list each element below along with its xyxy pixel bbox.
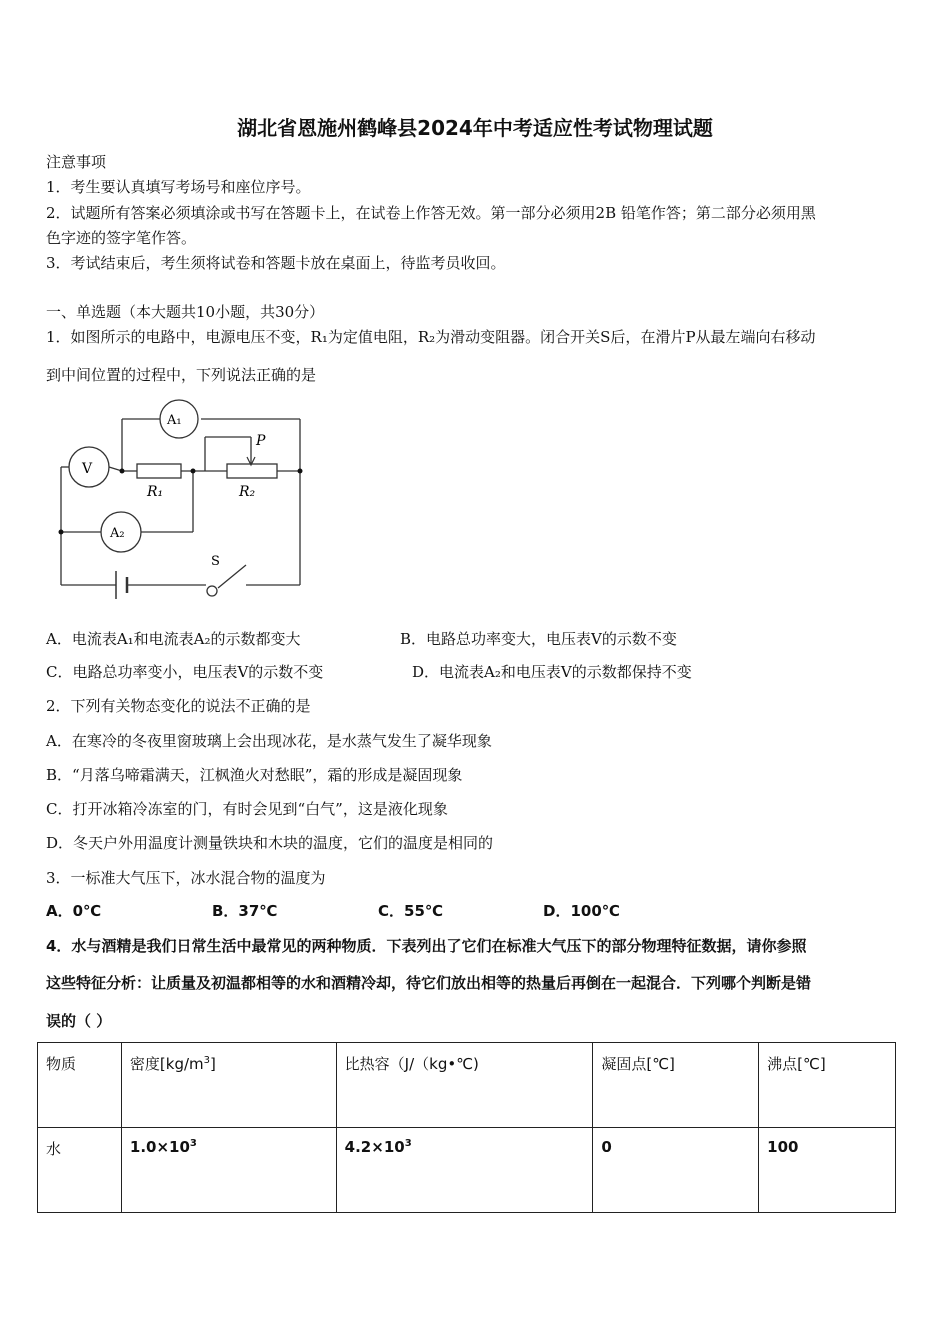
label-s: S bbox=[211, 554, 220, 569]
cell-specific-heat: $4.2\times 10^3$ bbox=[336, 1128, 593, 1213]
cell-density: $1.0\times 10^3$ bbox=[121, 1128, 336, 1213]
q2-option-c: C．打开冰箱冷冻室的门，有时会见到“白气”，这是液化现象 bbox=[46, 800, 448, 818]
label-v: V bbox=[82, 461, 93, 477]
q2-option-d: D．冬天户外用温度计测量铁块和木块的温度，它们的温度是相同的 bbox=[46, 834, 494, 852]
q3-option-b: B．37℃ bbox=[212, 902, 278, 920]
q4-stem-line3: 误的（ ） bbox=[46, 1012, 112, 1030]
q3-option-a: A．0℃ bbox=[46, 902, 102, 920]
circuit-diagram bbox=[55, 395, 315, 615]
resistor-r1 bbox=[137, 464, 181, 478]
section-heading: 一、单选题（本大题共10小题，共30分） bbox=[46, 303, 325, 321]
notice-item-1: 1．考生要认真填写考场号和座位序号。 bbox=[46, 178, 311, 196]
q1-option-c: C．电路总功率变小，电压表V的示数不变 bbox=[46, 663, 324, 681]
q2-stem: 2．下列有关物态变化的说法不正确的是 bbox=[46, 697, 311, 715]
table-row bbox=[38, 1128, 896, 1213]
q3-stem: 3．一标准大气压下，冰水混合物的温度为 bbox=[46, 869, 326, 887]
q1-stem-line1: 1．如图所示的电路中，电源电压不变，R₁为定值电阻，R₂为滑动变阻器。闭合开关S后，在滑片P从最左端向右移动 bbox=[46, 328, 816, 346]
switch-pivot bbox=[207, 586, 217, 596]
cell-boiling-point: 100 bbox=[759, 1128, 896, 1213]
q4-stem-line1: 4．水与酒精是我们日常生活中最常见的两种物质．下表列出了它们在标准大气压下的部分物理特征数据，请你参照 bbox=[46, 937, 807, 955]
q1-option-a: A．电流表A₁和电流表A₂的示数都变大 bbox=[46, 630, 301, 648]
q4-stem-line2: 这些特征分析：让质量及初温都相等的水和酒精冷却，待它们放出相等的热量后再倒在一起混合．下列哪个判断是错 bbox=[46, 974, 812, 992]
header-freezing-point: 凝固点[℃] bbox=[593, 1043, 759, 1128]
label-r2: R₂ bbox=[239, 484, 256, 500]
cell-freezing-point: 0 bbox=[593, 1128, 759, 1213]
q1-stem-line2: 到中间位置的过程中，下列说法正确的是 bbox=[46, 366, 317, 384]
q1-option-b: B．电路总功率变大，电压表V的示数不变 bbox=[400, 630, 677, 648]
notice-item-2: 2．试题所有答案必须填涂或书写在答题卡上，在试卷上作答无效。第一部分必须用2B 铅笔作答；第二部分必须用黑 bbox=[46, 204, 816, 222]
rheostat-r2 bbox=[227, 464, 277, 478]
header-substance: 物质 bbox=[38, 1043, 122, 1128]
properties-table bbox=[37, 1042, 896, 1213]
notice-item-3: 3．考试结束后，考生须将试卷和答题卡放在桌面上，待监考员收回。 bbox=[46, 254, 506, 272]
header-boiling-point: 沸点[℃] bbox=[759, 1043, 896, 1128]
q2-option-a: A．在寒冷的冬夜里窗玻璃上会出现冰花，是水蒸气发生了凝华现象 bbox=[46, 732, 492, 750]
notice-heading: 注意事项 bbox=[46, 153, 107, 171]
label-r1: R₁ bbox=[147, 484, 164, 500]
header-density: 密度$[kg/m^3]$ bbox=[121, 1043, 336, 1128]
q3-option-c: C．55℃ bbox=[378, 902, 444, 920]
page-title: 湖北省恩施州鹤峰县2024年中考适应性考试物理试题 bbox=[237, 116, 713, 140]
q3-option-d: D．100℃ bbox=[543, 902, 620, 920]
cell-substance: 水 bbox=[38, 1128, 122, 1213]
header-specific-heat: 比热容（J/（kg•℃) bbox=[336, 1043, 593, 1128]
label-p: P bbox=[256, 433, 266, 449]
q1-option-d: D．电流表A₂和电压表V的示数都保持不变 bbox=[412, 663, 692, 681]
q2-option-b: B．“月落乌啼霜满天，江枫渔火对愁眠”，霜的形成是凝固现象 bbox=[46, 766, 463, 784]
label-a2: A₂ bbox=[110, 526, 125, 541]
notice-item-2-cont: 色字迹的签字笔作答。 bbox=[46, 229, 197, 247]
table-header-row bbox=[38, 1043, 896, 1128]
label-a1: A₁ bbox=[167, 413, 182, 428]
